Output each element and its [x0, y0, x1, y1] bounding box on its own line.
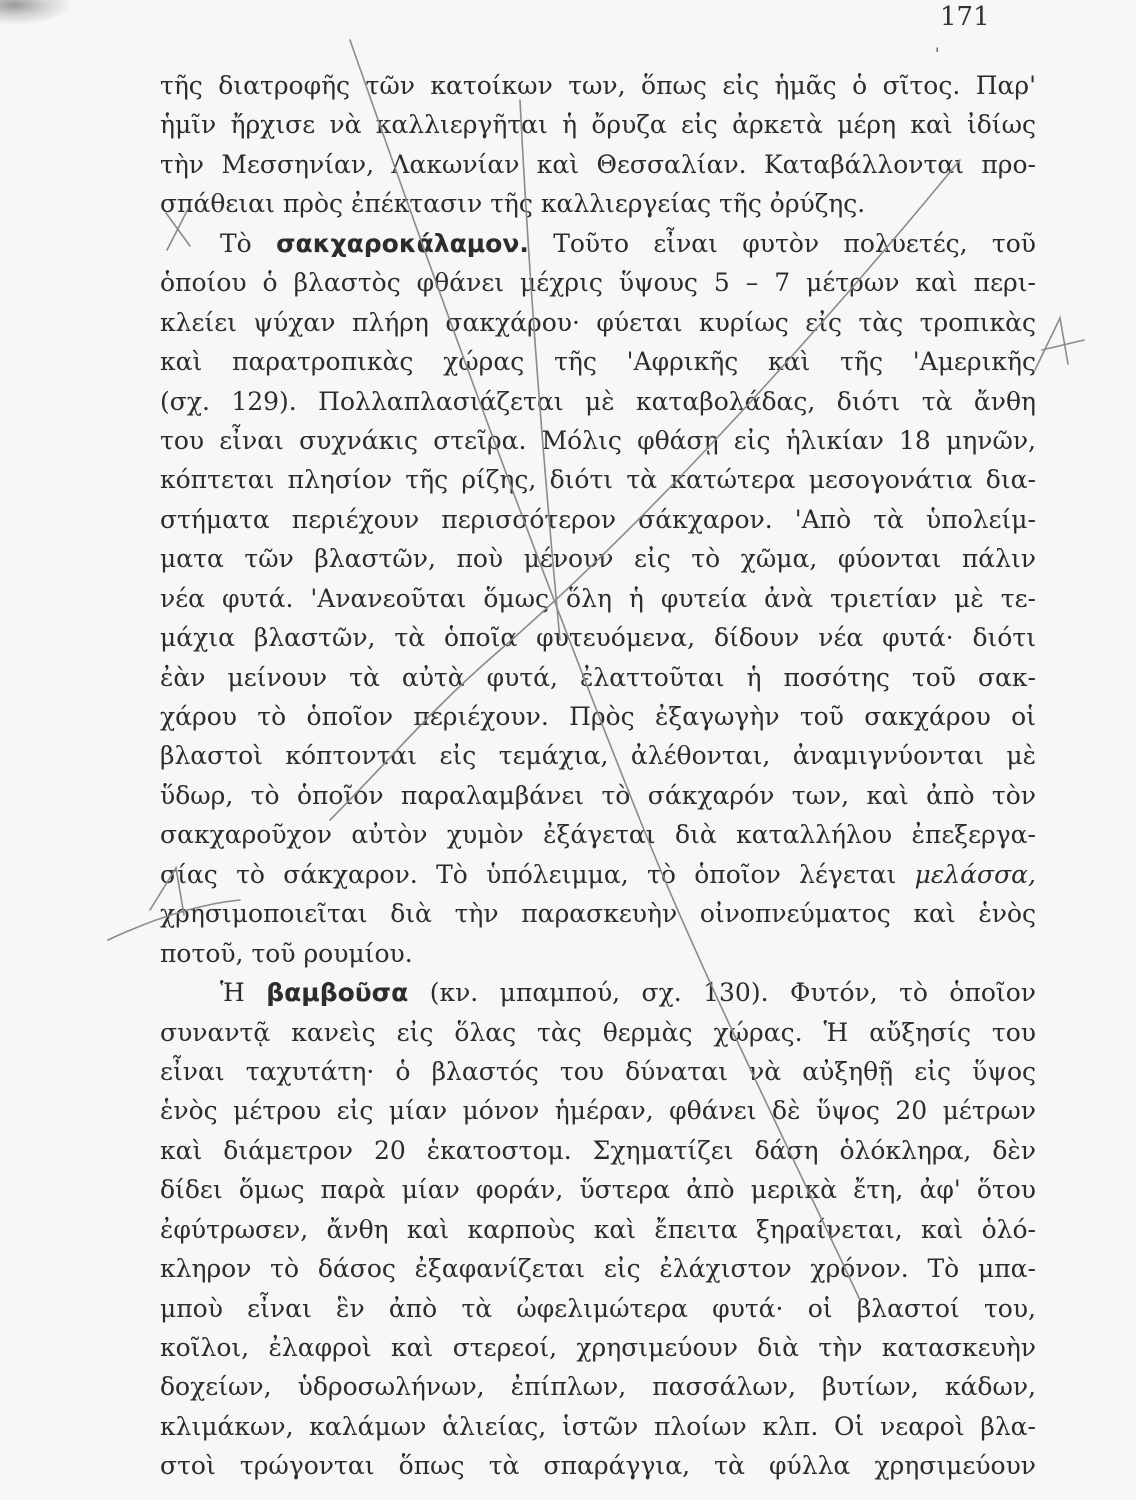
- text-line: ὕδωρ, τὸ ὁποῖον παραλαμβάνει τὸ σάκχαρόν των, καὶ ἀπὸ τὸν: [160, 780, 1036, 810]
- text-span: Τὸ: [220, 228, 252, 258]
- text-span: Ἡ: [220, 978, 245, 1008]
- text-line: στοὶ τρώγονται ὅπως τὰ σπαράγγια, τὰ φύλλα χρησιμεύουν: [160, 1451, 1036, 1481]
- text-line: ἐφύτρωσεν, ἄνθη καὶ καρποὺς καὶ ἔπειτα ξηραίνεται, καὶ ὁλό-: [160, 1214, 1036, 1244]
- stray-tick-mark: ': [935, 44, 940, 63]
- text-line: συναντᾷ κανεὶς εἰς ὅλας τὰς θερμὰς χώρας. Ἡ αὔξησίς του: [160, 1017, 1036, 1047]
- term-bamboo: βαμβοῦσα: [266, 978, 409, 1008]
- paragraph-bamboo-start: [160, 973, 1036, 1012]
- text-line: τῆς διατροφῆς τῶν κατοίκων των, ὅπως εἰς ἡμᾶς ὁ σῖτος. Παρ': [160, 71, 1036, 100]
- term-molasses: μελάσσα,: [914, 859, 1036, 889]
- text-line: κλείει ψύχαν πλήρη σακχάρου· φύεται κυρίως εἰς τὰς τροπικὰς: [160, 307, 1036, 337]
- term-sugarcane: σακχαροκάλαμον.: [276, 228, 529, 258]
- corner-smudge: [0, 0, 70, 24]
- body-text: [160, 66, 1036, 1486]
- text-line: μάχια βλαστῶν, τὰ ὁποῖα φυτευόμενα, δίδουν νέα φυτά· διότι: [160, 623, 1036, 653]
- text-line: καὶ παρατροπικὰς χώρας τῆς 'Αφρικῆς καὶ τῆς 'Αμερικῆς: [160, 347, 1036, 377]
- text-line: σακχαροῦχον αὐτὸν χυμὸν ἐξάγεται διὰ καταλλήλου ἐπεξεργα-: [160, 820, 1036, 850]
- text-line: σπάθειαι πρὸς ἐπέκτασιν τῆς καλλιεργείας τῆς ὀρύζης.: [160, 189, 866, 219]
- text-line-with-italic: [160, 855, 1036, 894]
- text-span: σίας τὸ σάκχαρον. Τὸ ὑπόλειμμα, τὸ ὁποῖον λέγεται: [160, 859, 897, 889]
- text-line: δίδει ὅμως παρὰ μίαν φοράν, ὕστερα ἀπὸ μερικὰ ἔτη, ἀφ' ὅτου: [160, 1175, 1036, 1205]
- text-line: ποτοῦ, τοῦ ρουμίου.: [160, 938, 413, 968]
- text-line: χρησιμοποιεῖται διὰ τὴν παρασκευὴν οἰνοπνεύματος καὶ ἑνὸς: [160, 899, 1036, 929]
- text-line: του εἶναι συχνάκις στεῖρα. Μόλις φθάσῃ εἰς ἡλικίαν 18 μηνῶν,: [160, 425, 1036, 455]
- page-number: 171: [940, 2, 990, 32]
- text-line: τὴν Μεσσηνίαν, Λακωνίαν καὶ Θεσσαλίαν. Καταβάλλονται προ-: [160, 149, 1036, 179]
- text-span: (κν. μπαμπού, σχ. 130). Φυτόν, τὸ ὁποῖον: [429, 978, 1036, 1008]
- text-line: βλαστοὶ κόπτονται εἰς τεμάχια, ἀλέθονται, ἀναμιγνύονται μὲ: [160, 741, 1036, 771]
- text-line: δοχείων, ὑδροσωλήνων, ἐπίπλων, πασσάλων, βυτίων, κάδων,: [160, 1372, 1036, 1402]
- text-line: (σχ. 129). Πολλαπλασιάζεται μὲ καταβολάδας, διότι τὰ ἄνθη: [160, 386, 1036, 416]
- paragraph-sugarcane-start: [160, 224, 1036, 263]
- text-line: κληρον τὸ δάσος ἐξαφανίζεται εἰς ἐλάχιστον χρόνον. Τὸ μπα-: [160, 1254, 1036, 1284]
- pencil-a-mark-right: [1035, 318, 1084, 370]
- text-line: ὁποίου ὁ βλαστὸς φθάνει μέχρις ὕψους 5 – 7 μέτρων καὶ περι-: [160, 268, 1036, 298]
- text-line: χάρου τὸ ὁποῖον περιέχουν. Πρὸς ἐξαγωγὴν τοῦ σακχάρου οἱ: [160, 702, 1036, 731]
- text-line: κοῖλοι, ἐλαφροὶ καὶ στερεοί, χρησιμεύουν διὰ τὴν κατασκευὴν: [160, 1333, 1036, 1362]
- text-line: κλιμάκων, καλάμων ἁλιείας, ἱστῶν πλοίων κλπ. Οἱ νεαροὶ βλα-: [160, 1411, 1036, 1441]
- text-line: εἶναι ταχυτάτη· ὁ βλαστός του δύναται νὰ αὐξηθῇ εἰς ὕψος: [160, 1056, 1036, 1086]
- text-line: καὶ διάμετρον 20 ἑκατοστομ. Σχηματίζει δάση ὁλόκληρα, δὲν: [160, 1135, 1036, 1165]
- text-span: Τοῦτο εἶναι φυτὸν πολυετές, τοῦ: [553, 228, 1036, 258]
- text-line: ματα τῶν βλαστῶν, ποὺ μένουν εἰς τὸ χῶμα, φύονται πάλιν: [160, 544, 1036, 574]
- text-line: ἐὰν μείνουν τὰ αὐτὰ φυτά, ἐλαττοῦται ἡ ποσότης τοῦ σακ-: [160, 662, 1036, 692]
- text-line: ἡμῖν ἤρχισε νὰ καλλιεργῆται ἡ ὄρυζα εἰς ἀρκετὰ μέρη καὶ ἰδίως: [160, 110, 1036, 140]
- text-line: κόπτεται πλησίον τῆς ρίζης, διότι τὰ κατώτερα μεσογονάτια δια-: [160, 465, 1036, 495]
- text-line: ἑνὸς μέτρου εἰς μίαν μόνον ἡμέραν, φθάνει δὲ ὕψος 20 μέτρων: [160, 1096, 1036, 1126]
- text-line: μποὺ εἶναι ἓν ἀπὸ τὰ ὠφελιμώτερα φυτά· οἱ βλαστοί του,: [160, 1293, 1036, 1323]
- text-line: νέα φυτά. 'Ανανεοῦται ὅμως ὅλη ἡ φυτεία ἀνὰ τριετίαν μὲ τε-: [160, 583, 1036, 613]
- text-line: στήματα περιέχουν περισσότερον σάκχαρον. 'Απὸ τὰ ὑπολείμ-: [160, 504, 1036, 534]
